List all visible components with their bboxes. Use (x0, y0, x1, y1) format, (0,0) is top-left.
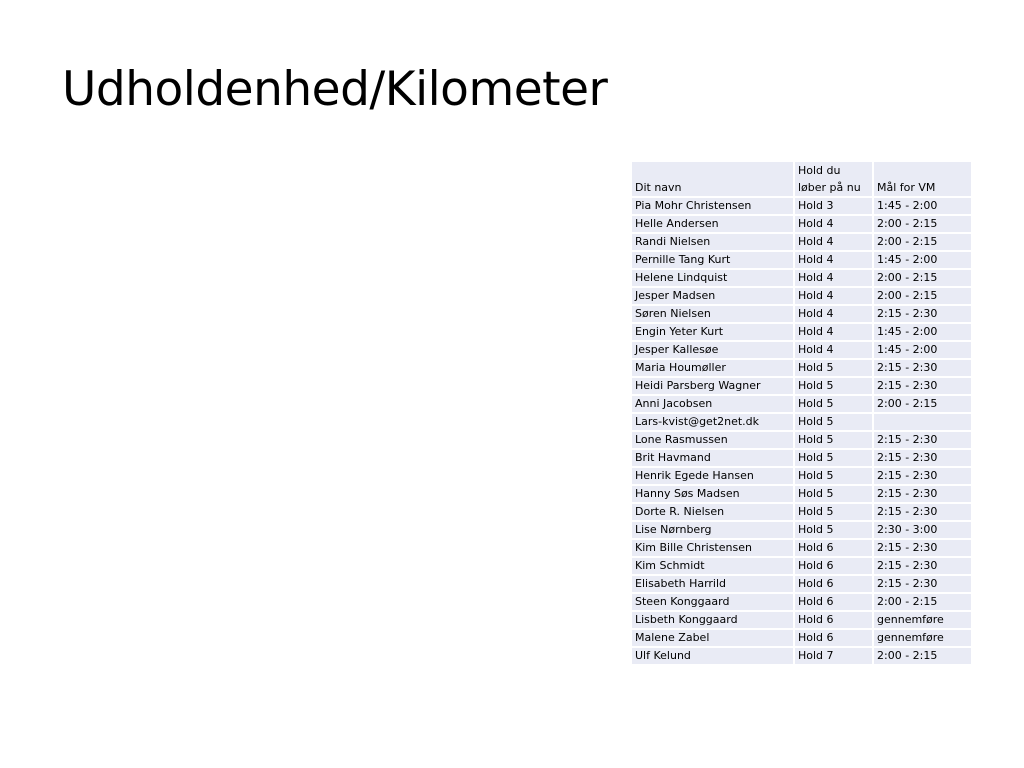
table-row (632, 270, 971, 286)
cell-name: Maria Houmøller (632, 360, 793, 376)
table-row (632, 234, 971, 250)
cell-name: Kim Schmidt (632, 558, 793, 574)
cell-hold: Hold 5 (795, 396, 872, 412)
cell-hold: Hold 4 (795, 306, 872, 322)
cell-hold: Hold 5 (795, 486, 872, 502)
table-row (632, 198, 971, 214)
cell-goal (874, 414, 971, 430)
cell-goal: 1:45 - 2:00 (874, 198, 971, 214)
cell-name: Randi Nielsen (632, 234, 793, 250)
table-row (632, 630, 971, 646)
table-row (632, 306, 971, 322)
table-row (632, 342, 971, 358)
cell-hold: Hold 7 (795, 648, 872, 664)
cell-name: Lars-kvist@get2net.dk (632, 414, 793, 430)
cell-hold: Hold 5 (795, 504, 872, 520)
cell-name: Anni Jacobsen (632, 396, 793, 412)
table-row (632, 576, 971, 592)
cell-goal: 2:00 - 2:15 (874, 216, 971, 232)
cell-goal: 2:15 - 2:30 (874, 450, 971, 466)
cell-hold: Hold 5 (795, 432, 872, 448)
cell-goal: 2:15 - 2:30 (874, 486, 971, 502)
cell-goal: 1:45 - 2:00 (874, 324, 971, 340)
cell-name: Kim Bille Christensen (632, 540, 793, 556)
cell-name: Malene Zabel (632, 630, 793, 646)
table-row (632, 504, 971, 520)
table-row (632, 486, 971, 502)
table-row (632, 414, 971, 430)
cell-name: Steen Konggaard (632, 594, 793, 610)
table-row (632, 432, 971, 448)
header-goal: Mål for VM (874, 162, 971, 196)
cell-hold: Hold 5 (795, 414, 872, 430)
table-row (632, 612, 971, 628)
cell-hold: Hold 4 (795, 252, 872, 268)
cell-hold: Hold 5 (795, 450, 872, 466)
cell-name: Dorte R. Nielsen (632, 504, 793, 520)
cell-hold: Hold 4 (795, 288, 872, 304)
cell-hold: Hold 6 (795, 612, 872, 628)
cell-goal: gennemføre (874, 630, 971, 646)
cell-goal: 2:15 - 2:30 (874, 576, 971, 592)
table-row (632, 396, 971, 412)
cell-hold: Hold 3 (795, 198, 872, 214)
cell-goal: 1:45 - 2:00 (874, 252, 971, 268)
cell-goal: 2:15 - 2:30 (874, 504, 971, 520)
cell-goal: 2:15 - 2:30 (874, 378, 971, 394)
cell-name: Brit Havmand (632, 450, 793, 466)
cell-name: Ulf Kelund (632, 648, 793, 664)
runner-table-body (632, 162, 971, 664)
cell-name: Helle Andersen (632, 216, 793, 232)
table-row (632, 558, 971, 574)
table-row (632, 288, 971, 304)
table-row (632, 594, 971, 610)
cell-name: Pernille Tang Kurt (632, 252, 793, 268)
cell-hold: Hold 4 (795, 342, 872, 358)
cell-name: Helene Lindquist (632, 270, 793, 286)
table-row (632, 360, 971, 376)
cell-hold: Hold 4 (795, 216, 872, 232)
cell-goal: 2:00 - 2:15 (874, 270, 971, 286)
cell-name: Heidi Parsberg Wagner (632, 378, 793, 394)
cell-goal: 2:00 - 2:15 (874, 288, 971, 304)
cell-name: Lisbeth Konggaard (632, 612, 793, 628)
cell-name: Jesper Kallesøe (632, 342, 793, 358)
table-header-row (632, 162, 971, 196)
cell-hold: Hold 6 (795, 540, 872, 556)
cell-goal: 2:15 - 2:30 (874, 468, 971, 484)
cell-name: Pia Mohr Christensen (632, 198, 793, 214)
cell-goal: 2:15 - 2:30 (874, 306, 971, 322)
cell-name: Engin Yeter Kurt (632, 324, 793, 340)
cell-goal: 2:30 - 3:00 (874, 522, 971, 538)
cell-hold: Hold 4 (795, 324, 872, 340)
cell-hold: Hold 6 (795, 630, 872, 646)
cell-hold: Hold 4 (795, 234, 872, 250)
table-row (632, 522, 971, 538)
cell-hold: Hold 4 (795, 270, 872, 286)
table-row (632, 450, 971, 466)
cell-name: Lone Rasmussen (632, 432, 793, 448)
cell-hold: Hold 5 (795, 378, 872, 394)
cell-hold: Hold 6 (795, 558, 872, 574)
cell-hold: Hold 5 (795, 468, 872, 484)
cell-hold: Hold 5 (795, 522, 872, 538)
cell-hold: Hold 6 (795, 594, 872, 610)
cell-goal: 1:45 - 2:00 (874, 342, 971, 358)
cell-goal: 2:15 - 2:30 (874, 540, 971, 556)
cell-hold: Hold 5 (795, 360, 872, 376)
table-row (632, 252, 971, 268)
header-hold: Hold du løber på nu (795, 162, 872, 196)
cell-goal: 2:00 - 2:15 (874, 648, 971, 664)
cell-name: Henrik Egede Hansen (632, 468, 793, 484)
cell-hold: Hold 6 (795, 576, 872, 592)
table-row (632, 468, 971, 484)
header-name: Dit navn (632, 162, 793, 196)
table-row (632, 540, 971, 556)
cell-goal: 2:15 - 2:30 (874, 432, 971, 448)
table-row (632, 216, 971, 232)
cell-goal: 2:00 - 2:15 (874, 396, 971, 412)
table-row (632, 324, 971, 340)
cell-name: Lise Nørnberg (632, 522, 793, 538)
table-row (632, 378, 971, 394)
cell-goal: 2:00 - 2:15 (874, 594, 971, 610)
cell-name: Elisabeth Harrild (632, 576, 793, 592)
runner-table (630, 160, 973, 666)
cell-goal: 2:15 - 2:30 (874, 360, 971, 376)
cell-goal: gennemføre (874, 612, 971, 628)
table-row (632, 648, 971, 664)
cell-name: Søren Nielsen (632, 306, 793, 322)
cell-name: Hanny Søs Madsen (632, 486, 793, 502)
slide-title: Udholdenhed/Kilometer (62, 62, 608, 117)
cell-goal: 2:00 - 2:15 (874, 234, 971, 250)
cell-goal: 2:15 - 2:30 (874, 558, 971, 574)
cell-name: Jesper Madsen (632, 288, 793, 304)
